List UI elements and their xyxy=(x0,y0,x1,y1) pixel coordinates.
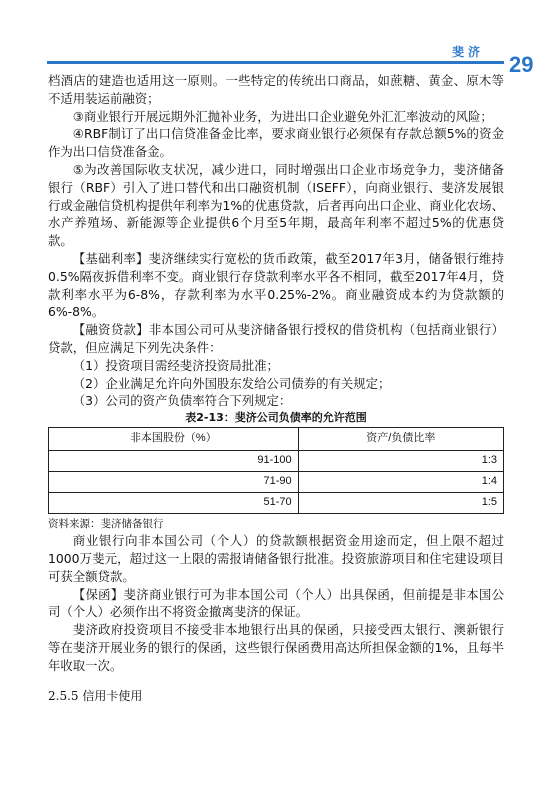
paragraph: 档酒店的建造也适用这一原则。一些特定的传统出口商品，如蔗糖、黄金、原木等不适用装运前融资； xyxy=(48,73,504,106)
main-text xyxy=(48,72,504,705)
list-item: （1）投资项目需经斐济投资局批准； xyxy=(72,357,279,373)
header-rule xyxy=(47,61,504,64)
paragraph: 【基础利率】斐济继续实行宽松的货币政策，截至2017年3月，储备银行维持0.5%隔夜拆借利率不变。商业银行存贷款利率水平各不相同，截至2017年4月，贷款利率水平为6-8%，存款利率为水平0.25%-2%。商业融资成本约为贷款额的6%-8%。 xyxy=(48,250,504,320)
table-cell: 71-90 xyxy=(49,472,299,493)
list-item: （2）企业满足允许向外国股东发给公司债券的有关规定； xyxy=(72,375,391,391)
table-source: 资料来源：斐济储备银行 xyxy=(48,518,164,531)
table-row xyxy=(49,451,504,472)
table-cell: 51-70 xyxy=(49,493,299,514)
paragraph: 斐济政府投资项目不接受非本地银行出具的保函，只接受西太银行、澳新银行等在斐济开展业务的银行的保函，这些银行保函费用高达所担保金额的1%，且每半年收取一次。 xyxy=(48,622,505,673)
table-cell: 1:3 xyxy=(298,451,503,472)
table-row xyxy=(49,472,504,493)
paragraph: 【保函】斐济商业银行可为非本国公司（个人）出具保函，但前提是非本国公司（个人）必须作出不将资金撤离斐济的保证。 xyxy=(48,586,504,620)
debt-ratio-table xyxy=(48,427,504,514)
running-header: 斐济 xyxy=(452,45,485,59)
list-item: （3）公司的资产负债率符合下列规定： xyxy=(72,393,292,409)
table-cell: 91-100 xyxy=(49,451,299,472)
paragraph: 商业银行向非本国公司（个人）的贷款额根据资金用途而定，但上限不超过1000万斐元，超过这一上限的需报请储备银行批准。投资旅游项目和住宅建设项目可获全额贷款。 xyxy=(48,533,504,584)
table-header-row xyxy=(49,428,504,451)
condition-list xyxy=(48,357,504,410)
paragraph: ③商业银行开展远期外汇抛补业务，为进出口企业避免外汇汇率波动的风险； xyxy=(72,108,493,124)
column-header: 非本国股份（%） xyxy=(49,428,299,451)
page-number: 29 xyxy=(509,52,534,77)
column-header: 资产/负债比率 xyxy=(298,428,503,451)
table-row xyxy=(49,493,504,514)
table-cell: 1:5 xyxy=(298,493,503,514)
paragraph: ⑤为改善国际收支状况，减少进口，同时增强出口企业市场竞争力，斐济储备银行（RBF）引入了进口替代和出口融资机制（ISEFF），向商业银行、斐济发展银行或金融信贷机构提供年利率为1%的优惠贷款，后者再向出口企业、商业化农场、水产养殖场、新能源等企业提供6个月至5年期，最高年利率不超过5%的优惠贷款。 xyxy=(48,161,504,249)
table-caption: 表2-13：斐济公司负债率的允许范围 xyxy=(185,411,367,425)
paragraph: ④RBF制订了出口信贷准备金比率，要求商业银行必须保有存款总额5%的资金作为出口信贷准备金。 xyxy=(48,126,504,160)
table-cell: 1:4 xyxy=(298,472,503,493)
section-heading: 2.5.5 信用卡使用 xyxy=(48,688,143,703)
paragraph: 【融资贷款】非本国公司可从斐济储备银行授权的借贷机构（包括商业银行）贷款，但应满足下列先决条件： xyxy=(48,322,504,355)
